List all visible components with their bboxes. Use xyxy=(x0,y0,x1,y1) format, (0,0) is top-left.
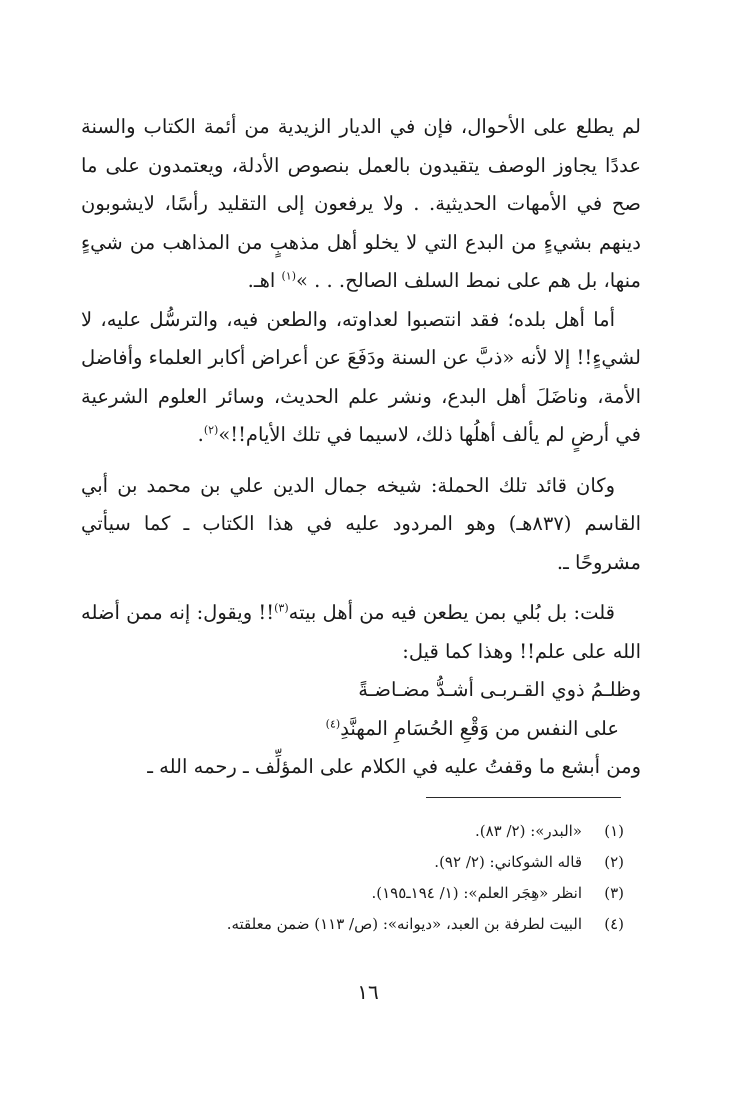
footnote-ref-4: (٤) xyxy=(325,717,341,730)
footnote-text: البيت لطرفة بن العبد، «ديوانه»: (ص/ ١١٣) ضمن معلقته. xyxy=(226,915,582,933)
footnote-separator xyxy=(426,797,621,798)
paragraph-2 xyxy=(81,301,641,455)
main-text xyxy=(81,108,641,787)
paragraph-1-text: لم يطلع على الأحوال، فإن في الديار الزيدية من أئمة الكتاب والسنة عددًا يجاوز الوصف يتقيدون بالعمل بنصوص الأدلة، ويعتمدون على ما صح في الأمهات الحديثية. . ولا يرفعون إلى التقليد رأسًا، لايشوبون دينهم بشيءٍ من البدع التي لا يخلو أهل مذهبٍ من المذاهب من شيءٍ منها، بل هم على نمط السلف الصالح. . . » xyxy=(81,115,641,292)
paragraph-1-tail: اهـ. xyxy=(247,269,282,292)
page-number: ١٦ xyxy=(357,980,379,1004)
footnote-ref-1: (١) xyxy=(281,269,296,283)
paragraph-4-text: قلت: بل بُلي بمن يطعن فيه من أهل بيته xyxy=(288,601,616,624)
footnote-ref-2: (٢) xyxy=(203,423,219,437)
footnote-number: (١) xyxy=(604,822,624,840)
paragraph-2-tail: . xyxy=(197,423,204,446)
footnotes xyxy=(104,816,624,940)
verse-line-2-text: على النفس من وَقْعِ الحُسَامِ المهنَّدِ xyxy=(340,716,619,740)
closing-line xyxy=(81,748,641,787)
footnote-1 xyxy=(104,816,624,847)
closing-line-text: ومن أبشع ما وقفتُ عليه في الكلام على المؤلِّف ـ رحمه الله ـ xyxy=(147,755,641,778)
footnote-2 xyxy=(104,847,624,878)
footnote-number: (٢) xyxy=(604,853,624,871)
footnote-4 xyxy=(104,909,624,940)
footnote-text: «البدر»: (٢/ ٨٣). xyxy=(474,822,582,840)
verse-line-2 xyxy=(81,710,641,749)
paragraph-3 xyxy=(81,467,641,583)
paragraph-spacer xyxy=(81,582,641,594)
footnote-text: قاله الشوكاني: (٢/ ٩٢). xyxy=(434,853,582,871)
verse-line-1 xyxy=(81,671,641,710)
paragraph-3-text: وكان قائد تلك الحملة: شيخه جمال الدين علي بن محمد بن أبي القاسم (٨٣٧هـ) وهو المردود عليه في هذا الكتاب ـ كما سيأتي مشروحًا ـ. xyxy=(81,473,641,574)
paragraph-1 xyxy=(81,108,641,301)
footnote-ref-3: (٣) xyxy=(274,601,289,615)
paragraph-4-tail: !! ويقول: إنه ممن أضله الله على علم!! وهذا كما قيل: xyxy=(81,601,641,663)
footnote-number: (٤) xyxy=(604,915,624,933)
footnote-3 xyxy=(104,878,624,909)
verse-line-1-text: وظلـمُ ذوي القـربـى أشـدُّ مضـاضـةً xyxy=(358,678,641,701)
paragraph-2-text: أما أهل بلده؛ فقد انتصبوا لعداوته، والطعن فيه، والترسُّل عليه، لا لشيءٍ!! إلا لأنه «ذبَّ عن السنة ودَفَعَ عن أعراض أكابر العلماء وأفاضل الأمة، وناضَلَ أهل البدع، ونشر علم الحديث، وسائر العلوم الشرعية في أرضٍ لم يألف أهلُها ذلك، لاسيما في تلك الأيام!!» xyxy=(81,307,641,446)
paragraph-spacer xyxy=(81,455,641,467)
paragraph-4 xyxy=(81,594,641,671)
footnote-number: (٣) xyxy=(604,884,624,902)
footnote-text: انظر «هِجَر العلم»: (١/ ١٩٤ـ١٩٥). xyxy=(371,884,582,902)
